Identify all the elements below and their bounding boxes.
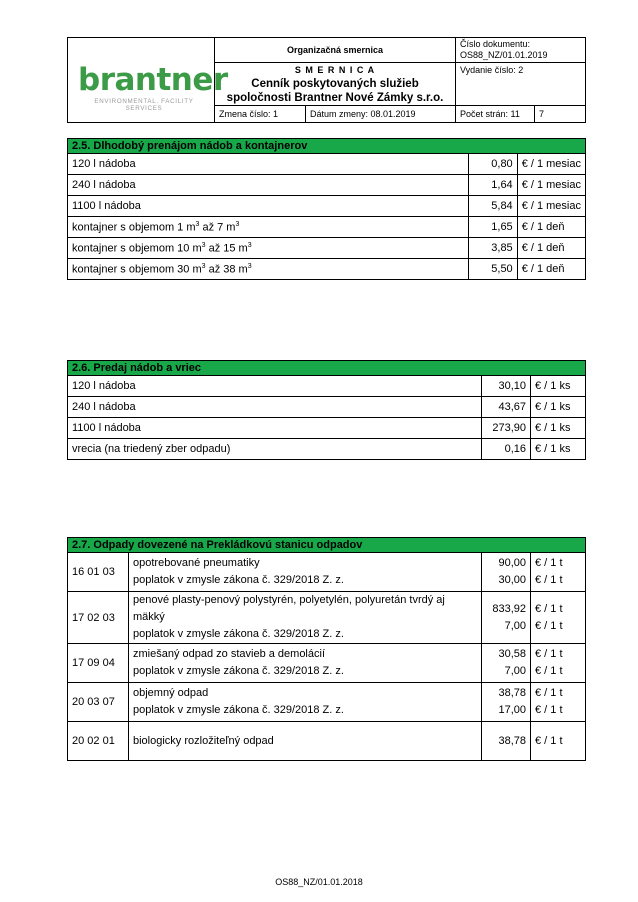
item-unit: € / 1 deň (517, 217, 585, 238)
item-value: 5,50 (468, 259, 517, 280)
item-unit: € / 1 t € / 1 t (531, 592, 586, 644)
logo-cell (68, 38, 228, 123)
item-value: 273,90 (482, 418, 531, 439)
item-unit: € / 1 mesiac (517, 175, 585, 196)
item-label: 240 l nádoba (68, 175, 469, 196)
item-value: 1,65 (468, 217, 517, 238)
item-unit: € / 1 t € / 1 t (531, 553, 586, 592)
section-title: 2.5. Dlhodobý prenájom nádob a kontajnerov (68, 139, 586, 154)
table-row (68, 175, 586, 196)
title-line-1: Cenník poskytovaných služieb (251, 78, 419, 90)
doc-number: OS88_NZ/01.01.2019 (460, 50, 548, 60)
item-unit: € / 1 deň (517, 259, 585, 280)
page-footer: OS88_NZ/01.01.2018 (275, 877, 363, 887)
item-value: 3,85 (468, 238, 517, 259)
item-unit: € / 1 ks (531, 376, 586, 397)
item-value: 0,80 (468, 154, 517, 175)
item-unit: € / 1 t € / 1 t (531, 644, 586, 683)
table-row (68, 439, 586, 460)
directive-title-cell (215, 63, 456, 106)
section-title: 2.7. Odpady dovezené na Prekládkovú stanicu odpadov (68, 538, 586, 553)
table-row (68, 722, 586, 761)
item-label: vrecia (na triedený zber odpadu) (68, 439, 482, 460)
item-label: kontajner s objemom 1 $m^3$ až 7 $m^3$ (68, 217, 469, 238)
item-unit: € / 1 deň (517, 238, 585, 259)
waste-description: opotrebované pneumatiky poplatok v zmysle zákona č. 329/2018 Z. z. (129, 553, 482, 592)
item-unit: € / 1 mesiac (517, 154, 585, 175)
waste-code: 20 02 01 (68, 722, 129, 761)
logo-word: brantner (78, 62, 228, 98)
table-row (68, 259, 586, 280)
item-unit: € / 1 t € / 1 t (531, 683, 586, 722)
item-value: 43,67 (482, 397, 531, 418)
change-number: Zmena číslo: 1 (215, 106, 306, 123)
item-value: 90,00 30,00 (482, 553, 531, 592)
table-row (68, 418, 586, 439)
table-row (68, 238, 586, 259)
waste-description: biologicky rozložiteľný odpad (129, 722, 482, 761)
item-value: 38,78 (482, 722, 531, 761)
item-value: 38,78 17,00 (482, 683, 531, 722)
change-date: Dátum zmeny: 08.01.2019 (306, 106, 456, 123)
org-directive: Organizačná smernica (215, 38, 456, 63)
smernica-label: S M E R N I C A (294, 65, 376, 75)
waste-description: penové plasty-penový polystyrén, polyetylén, polyuretán tvrdý aj mäkký poplatok v zmysle zákona č. 329/2018 Z. z. (129, 592, 482, 644)
table-row (68, 592, 586, 644)
item-label: 120 l nádoba (68, 376, 482, 397)
section-2-7-table (67, 537, 586, 761)
table-row (68, 397, 586, 418)
table-row (68, 376, 586, 397)
item-unit: € / 1 mesiac (517, 196, 585, 217)
table-row (68, 644, 586, 683)
table-row (68, 217, 586, 238)
table-row (68, 154, 586, 175)
item-value: 5,84 (468, 196, 517, 217)
item-value: 30,58 7,00 (482, 644, 531, 683)
waste-description: objemný odpad poplatok v zmysle zákona č. 329/2018 Z. z. (129, 683, 482, 722)
item-label: kontajner s objemom 10 $m^3$ až 15 $m^3$ (68, 238, 469, 259)
waste-description: zmiešaný odpad zo stavieb a demolácií poplatok v zmysle zákona č. 329/2018 Z. z. (129, 644, 482, 683)
page-count: Počet strán: 11 (456, 106, 535, 123)
item-unit: € / 1 ks (531, 439, 586, 460)
item-unit: € / 1 ks (531, 397, 586, 418)
logo-tagline: ENVIRONMENTAL. FACILITY SERVICES (94, 98, 194, 112)
item-unit: € / 1 t (531, 722, 586, 761)
document-header (67, 37, 586, 123)
item-value: 30,10 (482, 376, 531, 397)
item-label: 1100 l nádoba (68, 418, 482, 439)
table-row (68, 196, 586, 217)
item-value: 833,92 7,00 (482, 592, 531, 644)
section-2-5-table (67, 138, 586, 280)
doc-number-label: Číslo dokumentu: (460, 39, 531, 49)
item-value: 1,64 (468, 175, 517, 196)
brantner-logo (72, 48, 228, 112)
waste-code: 16 01 03 (68, 553, 129, 592)
waste-code: 17 09 04 (68, 644, 129, 683)
item-value: 0,16 (482, 439, 531, 460)
title-line-2: spoločnosti Brantner Nové Zámky s.r.o. (226, 92, 444, 104)
item-label: 240 l nádoba (68, 397, 482, 418)
section-title: 2.6. Predaj nádob a vriec (68, 361, 586, 376)
table-row (68, 683, 586, 722)
item-label: 1100 l nádoba (68, 196, 469, 217)
item-unit: € / 1 ks (531, 418, 586, 439)
waste-code: 20 03 07 (68, 683, 129, 722)
doc-number-cell (456, 38, 586, 63)
item-label: kontajner s objemom 30 $m^3$ až 38 $m^3$ (68, 259, 469, 280)
waste-code: 17 02 03 (68, 592, 129, 644)
section-2-6-table (67, 360, 586, 460)
page-number: 7 (535, 106, 586, 123)
item-label: 120 l nádoba (68, 154, 469, 175)
table-row (68, 553, 586, 592)
edition: Vydanie číslo: 2 (456, 63, 586, 106)
